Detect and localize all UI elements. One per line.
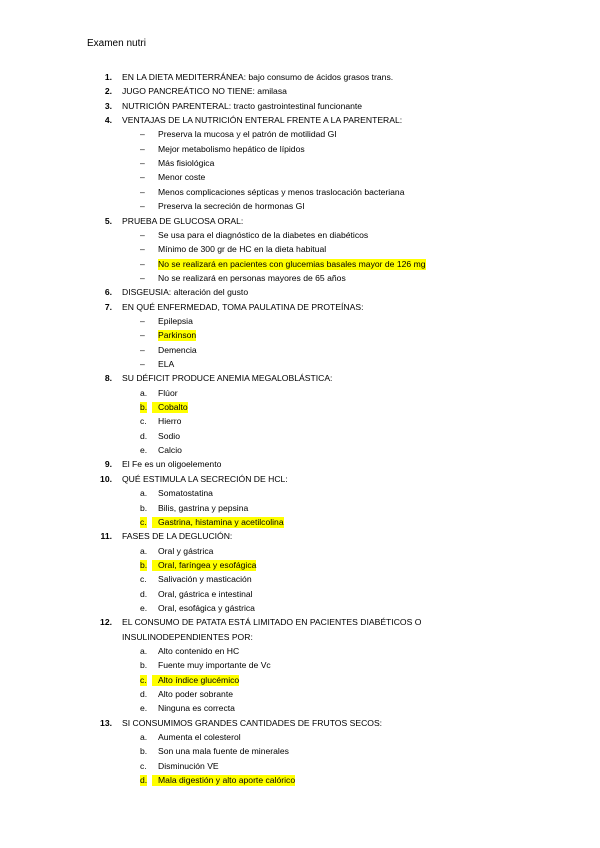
option-marker: b. [140, 402, 148, 413]
option-text: Demencia [158, 344, 197, 355]
option-marker: e. [140, 445, 148, 456]
highlighted-answer: Gastrina, histamina y acetilcolina [152, 517, 284, 528]
option-marker: b. [140, 660, 148, 671]
option-marker: – [140, 344, 145, 355]
question-number: 11. [100, 531, 112, 542]
option-text: Disminución VE [158, 760, 219, 771]
option-marker: a. [140, 732, 148, 743]
option-text: Flúor [158, 387, 178, 398]
option-text: Somatostatina [158, 488, 213, 499]
question-number: 3. [104, 100, 112, 111]
option-text: Hierro [158, 416, 182, 427]
option-marker: – [140, 359, 145, 369]
option-text: Calcio [158, 445, 182, 456]
highlighted-answer: No se realizará en pacientes con glucemias basales mayor de 126 mg [158, 258, 426, 269]
option-text: Más fisiológica [158, 158, 215, 169]
option-marker: b. [140, 559, 148, 570]
highlighted-answer: Parkinson [158, 330, 197, 341]
option-marker: – [140, 244, 145, 255]
option-marker: d. [140, 689, 148, 700]
question-text: SI CONSUMIMOS GRANDES CANTIDADES DE FRUTOS SECOS: [122, 717, 383, 728]
option-text: Preserva la mucosa y el patrón de motilidad GI [158, 129, 337, 140]
option-text: Sodio [158, 430, 180, 441]
question-text: FASES DE LA DEGLUCIÓN: [122, 531, 233, 542]
question-text: EL CONSUMO DE PATATA ESTÁ LIMITADO EN PACIENTES DIABÉTICOS O [122, 617, 422, 628]
option-text: Mínimo de 300 gr de HC en la dieta habitual [158, 244, 327, 255]
question-number: 6. [104, 287, 112, 298]
option-marker: – [140, 330, 145, 341]
option-text: ELA [158, 359, 175, 369]
question-text: JUGO PANCREÁTICO NO TIENE: amilasa [122, 86, 287, 97]
option-marker: c. [140, 416, 147, 427]
option-text: Son una mala fuente de minerales [158, 746, 289, 757]
question-number: 8. [104, 373, 112, 384]
option-marker: b. [140, 502, 148, 513]
option-marker: c. [140, 516, 147, 527]
question-text: QUÉ ESTIMULA LA SECRECIÓN DE HCL: [122, 473, 288, 484]
option-marker: – [140, 201, 145, 212]
option-marker: c. [140, 760, 147, 771]
highlighted-answer: Cobalto [152, 402, 188, 413]
option-text: Menos complicaciones sépticas y menos traslocación bacteriana [158, 186, 405, 197]
question-text: DISGEUSIA: alteración del gusto [122, 287, 249, 298]
option-text: Bilis, gastrina y pepsina [158, 502, 249, 513]
question-number: 10. [100, 473, 112, 484]
option-text: Epilepsia [158, 315, 193, 326]
option-text: Oral, gástrica e intestinal [158, 588, 253, 599]
question-text: NUTRICIÓN PARENTERAL: tracto gastrointestinal funcionante [122, 100, 363, 111]
option-text: Oral y gástrica [158, 545, 214, 556]
option-text: Salivación y masticación [158, 574, 252, 585]
question-text: PRUEBA DE GLUCOSA ORAL: [122, 215, 244, 226]
option-marker: c. [140, 574, 147, 585]
question-number: 5. [104, 215, 112, 226]
option-text: Mejor metabolismo hepático de lípidos [158, 143, 305, 154]
option-text: Ninguna es correcta [158, 703, 235, 714]
option-text: Alto contenido en HC [158, 646, 240, 656]
option-marker: a. [140, 387, 148, 398]
option-text: No se realizará en personas mayores de 65 años [158, 272, 346, 283]
option-text: Aumenta el colesterol [158, 732, 241, 743]
option-marker: – [140, 258, 145, 269]
option-marker: – [140, 315, 145, 326]
option-text: Oral, esofágica y gástrica [158, 602, 255, 613]
question-number: 4. [104, 115, 112, 126]
option-marker: a. [140, 545, 148, 556]
question-text: INSULINODEPENDIENTES POR: [122, 631, 253, 642]
question-number: 1. [104, 72, 112, 82]
question-number: 12. [100, 617, 112, 628]
option-text: Fuente muy importante de Vc [158, 660, 271, 671]
option-marker: e. [140, 602, 148, 613]
question-text: VENTAJAS DE LA NUTRICIÓN ENTERAL FRENTE A LA PARENTERAL: [122, 115, 403, 126]
question-text: EN LA DIETA MEDITERRÁNEA: bajo consumo de ácidos grasos trans. [122, 72, 394, 82]
option-marker: – [140, 186, 145, 197]
option-text: Preserva la secreción de hormonas GI [158, 201, 305, 212]
option-marker: d. [140, 588, 148, 599]
option-text: Se usa para el diagnóstico de la diabetes en diabéticos [158, 229, 369, 240]
question-number: 2. [104, 86, 112, 97]
option-text: Alto poder sobrante [158, 689, 234, 700]
question-number: 13. [100, 717, 112, 728]
option-marker: d. [140, 775, 148, 786]
document-title: Examen nutri [87, 38, 146, 49]
option-marker: – [140, 272, 145, 283]
highlighted-answer: Mala digestión y alto aporte calórico [152, 775, 295, 786]
option-marker: c. [140, 674, 147, 685]
highlighted-answer: Alto índice glucémico [152, 675, 239, 686]
option-marker: e. [140, 703, 148, 714]
question-number: 7. [104, 301, 112, 312]
option-marker: – [140, 158, 145, 169]
question-number: 9. [104, 459, 112, 470]
question-text: SU DÉFICIT PRODUCE ANEMIA MEGALOBLÁSTICA: [122, 373, 333, 384]
option-marker: – [140, 229, 145, 240]
question-text: EN QUÉ ENFERMEDAD, TOMA PAULATINA DE PROTEÍNAS: [122, 301, 364, 312]
option-marker: b. [140, 746, 148, 757]
option-marker: a. [140, 646, 148, 656]
option-marker: a. [140, 488, 148, 499]
highlighted-answer: Oral, faríngea y esofágica [152, 560, 256, 571]
question-text: El Fe es un oligoelemento [122, 459, 222, 470]
option-text: Menor coste [158, 172, 206, 183]
option-marker: – [140, 129, 145, 140]
option-marker: – [140, 143, 145, 154]
option-marker: – [140, 172, 145, 183]
option-marker: d. [140, 430, 148, 441]
